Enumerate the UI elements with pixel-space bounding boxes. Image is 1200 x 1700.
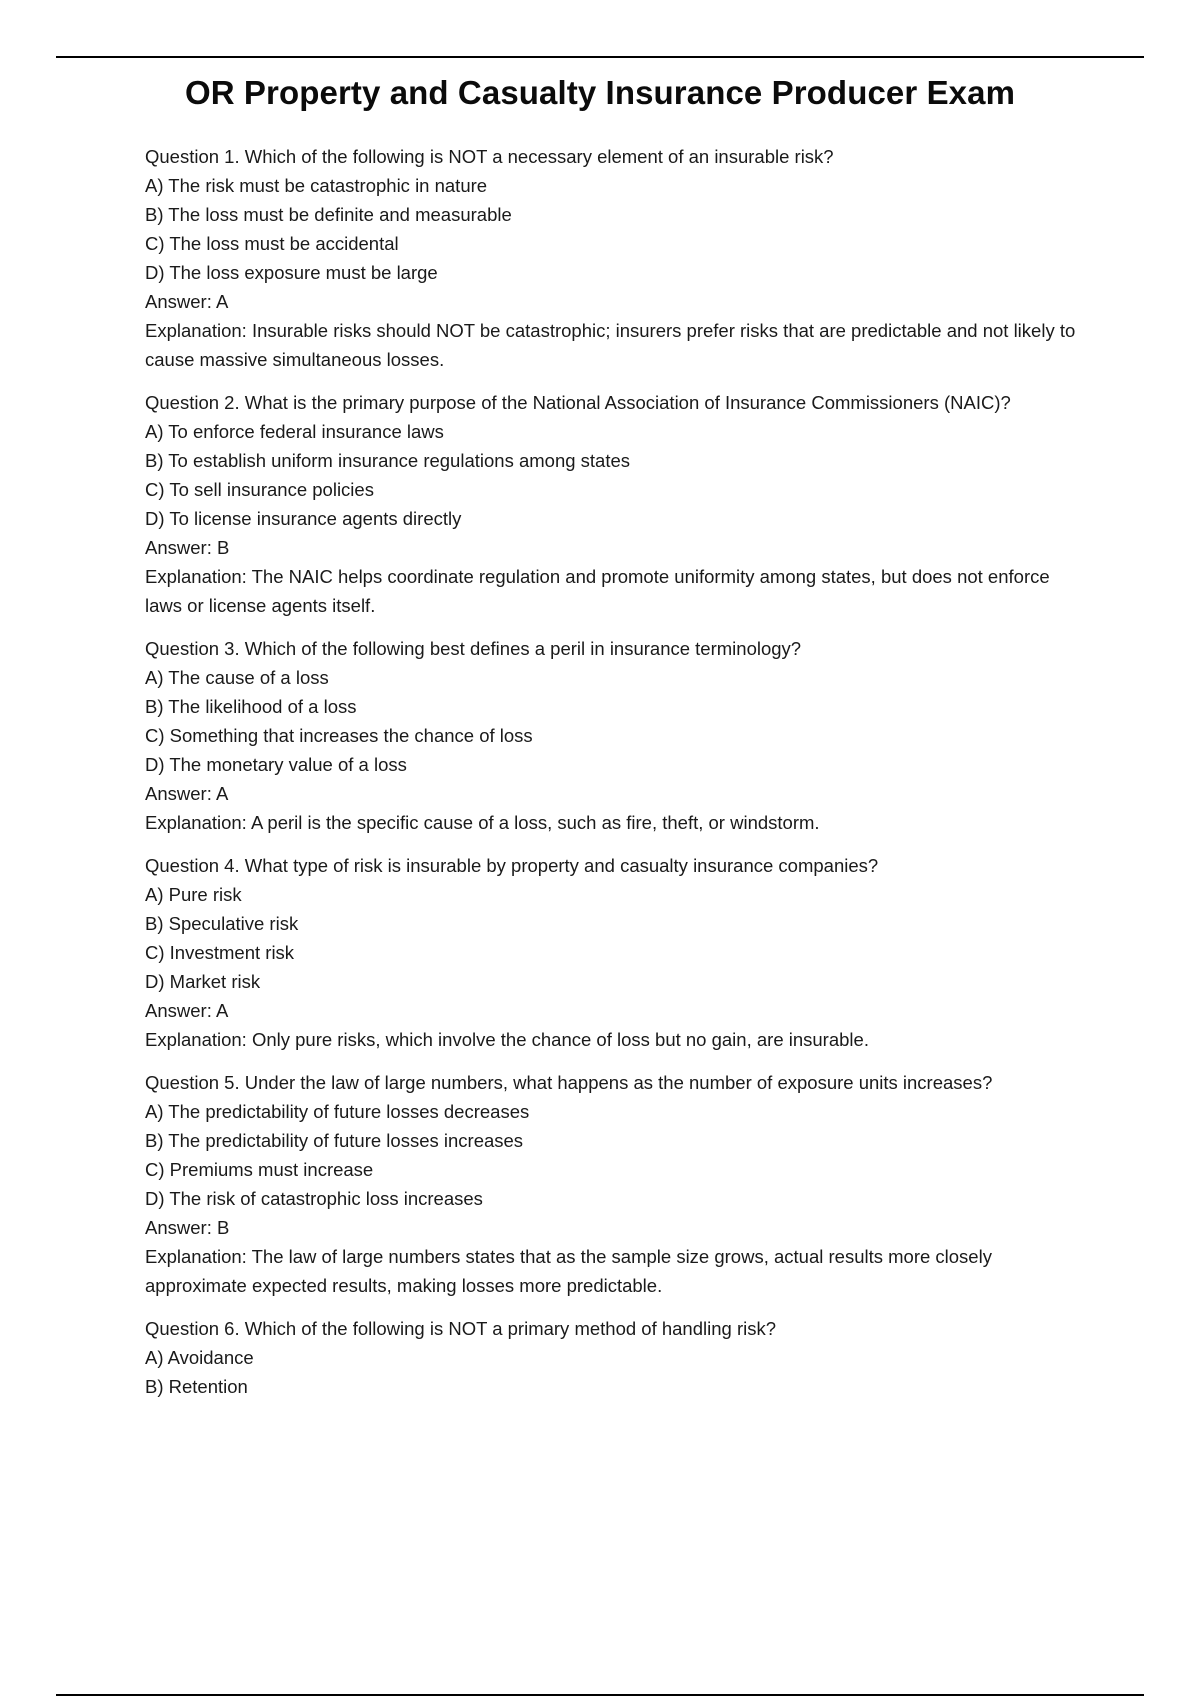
answer-option-c: C) To sell insurance policies bbox=[145, 479, 374, 500]
answer-option-a: A) Avoidance bbox=[145, 1347, 254, 1368]
correct-answer: Answer: A bbox=[145, 291, 229, 312]
question-3 bbox=[145, 634, 1085, 837]
answer-option-d: D) The loss exposure must be large bbox=[145, 262, 438, 283]
explanation: Explanation: A peril is the specific cause of a loss, such as fire, theft, or windstorm. bbox=[145, 812, 820, 833]
answer-option-a: A) The predictability of future losses decreases bbox=[145, 1101, 530, 1122]
question-1 bbox=[145, 142, 1085, 374]
answer-option-b: B) The loss must be definite and measurable bbox=[145, 204, 512, 225]
explanation: Explanation: Insurable risks should NOT be catastrophic; insurers prefer risks that are predictable and not likely to cause massive simultaneous losses. bbox=[145, 320, 1076, 370]
question-5 bbox=[145, 1068, 1085, 1300]
answer-option-d: D) The monetary value of a loss bbox=[145, 754, 407, 775]
question-text: Question 6. Which of the following is NOT a primary method of handling risk? bbox=[145, 1318, 777, 1339]
explanation: Explanation: The law of large numbers states that as the sample size grows, actual results more closely approximate expected results, making losses more predictable. bbox=[145, 1246, 992, 1296]
answer-option-b: B) The likelihood of a loss bbox=[145, 696, 357, 717]
answer-option-b: B) To establish uniform insurance regulations among states bbox=[145, 450, 631, 471]
correct-answer: Answer: A bbox=[145, 1000, 229, 1021]
answer-option-c: C) Something that increases the chance of loss bbox=[145, 725, 533, 746]
question-2 bbox=[145, 388, 1085, 620]
correct-answer: Answer: B bbox=[145, 537, 230, 558]
question-6 bbox=[145, 1314, 1085, 1401]
page-title: OR Property and Casualty Insurance Producer Exam bbox=[184, 74, 1016, 111]
top-rule bbox=[56, 56, 1144, 58]
answer-option-c: C) Investment risk bbox=[145, 942, 295, 963]
question-text: Question 3. Which of the following best defines a peril in insurance terminology? bbox=[145, 638, 802, 659]
correct-answer: Answer: A bbox=[145, 783, 229, 804]
answer-option-a: A) To enforce federal insurance laws bbox=[145, 421, 444, 442]
answer-option-b: B) Speculative risk bbox=[145, 913, 299, 934]
answer-option-d: D) The risk of catastrophic loss increases bbox=[145, 1188, 483, 1209]
question-text: Question 4. What type of risk is insurable by property and casualty insurance companies? bbox=[145, 855, 879, 876]
question-text: Question 2. What is the primary purpose of the National Association of Insurance Commissioners (NAIC)? bbox=[145, 392, 1011, 413]
explanation: Explanation: Only pure risks, which involve the chance of loss but no gain, are insurable. bbox=[145, 1029, 869, 1050]
answer-option-b: B) Retention bbox=[145, 1376, 248, 1397]
answer-option-a: A) The risk must be catastrophic in nature bbox=[145, 175, 488, 196]
question-text: Question 1. Which of the following is NOT a necessary element of an insurable risk? bbox=[145, 146, 834, 167]
document-body bbox=[145, 142, 1085, 1415]
answer-option-b: B) The predictability of future losses increases bbox=[145, 1130, 524, 1151]
answer-option-d: D) To license insurance agents directly bbox=[145, 508, 462, 529]
answer-option-a: A) The cause of a loss bbox=[145, 667, 329, 688]
correct-answer: Answer: B bbox=[145, 1217, 230, 1238]
answer-option-a: A) Pure risk bbox=[145, 884, 242, 905]
question-4 bbox=[145, 851, 1085, 1054]
question-text: Question 5. Under the law of large numbers, what happens as the number of exposure units increases? bbox=[145, 1072, 993, 1093]
explanation: Explanation: The NAIC helps coordinate regulation and promote uniformity among states, but does not enforce laws or license agents itself. bbox=[145, 566, 1050, 616]
answer-option-c: C) Premiums must increase bbox=[145, 1159, 374, 1180]
answer-option-c: C) The loss must be accidental bbox=[145, 233, 399, 254]
answer-option-d: D) Market risk bbox=[145, 971, 261, 992]
bottom-rule bbox=[56, 1694, 1144, 1696]
